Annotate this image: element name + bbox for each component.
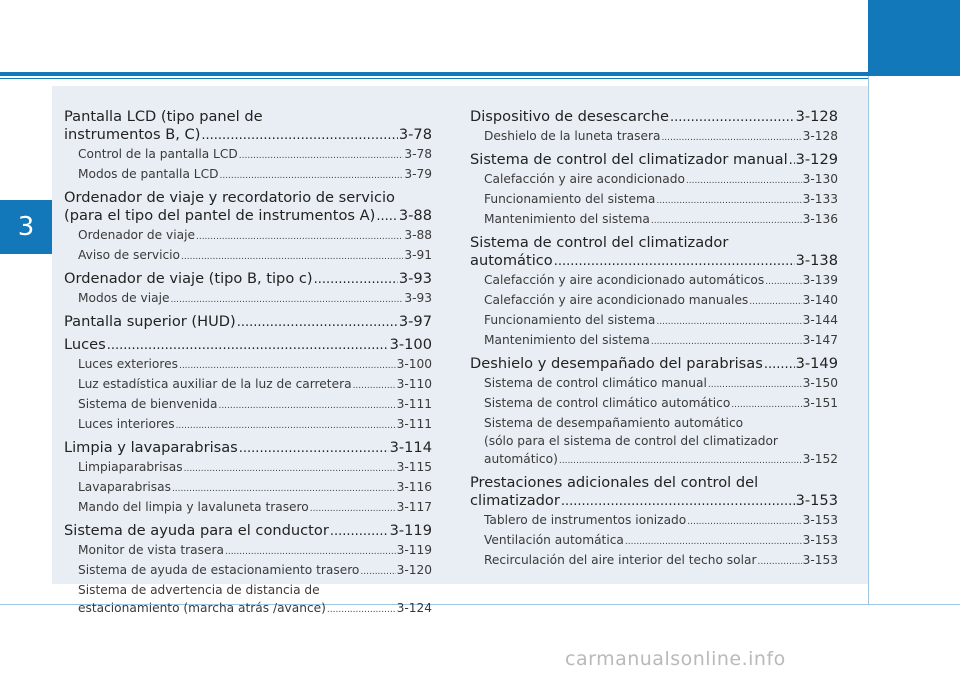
page-number: 3-150 xyxy=(802,376,838,390)
toc-subentry-title: Calefacción y aire acondicionado xyxy=(484,172,685,186)
toc-heading-title: instrumentos B, C) xyxy=(64,126,201,143)
page-number: 3-136 xyxy=(802,212,838,226)
toc-subentry-title: estacionamiento (marcha atrás /avance) xyxy=(78,601,326,615)
toc-subentry-title: automático) xyxy=(484,452,558,466)
toc-subentry[interactable] xyxy=(64,246,432,266)
page-number: 3-120 xyxy=(396,563,432,577)
dot-leader xyxy=(686,170,802,190)
dot-leader xyxy=(172,478,396,498)
page-number: 3-153 xyxy=(802,553,838,567)
toc-column-right xyxy=(470,108,838,571)
page-number: 3-144 xyxy=(802,313,838,327)
page-number: 3-93 xyxy=(398,270,432,287)
page-number: 3-151 xyxy=(802,396,838,410)
toc-subentry-title: Sistema de advertencia de distancia de xyxy=(78,583,320,597)
dot-leader xyxy=(554,252,795,271)
toc-subentry[interactable] xyxy=(64,165,432,185)
toc-subentry[interactable] xyxy=(64,145,432,165)
page-number: 3-139 xyxy=(802,273,838,287)
toc-subentry[interactable] xyxy=(64,226,432,246)
page-number: 3-147 xyxy=(802,333,838,347)
toc-subentry[interactable] xyxy=(470,291,838,311)
toc-heading-title: Ordenador de viaje y recordatorio de servicio xyxy=(64,189,395,206)
toc-subentry[interactable] xyxy=(470,531,838,551)
toc-subentry[interactable] xyxy=(64,581,432,619)
dot-leader xyxy=(327,599,396,619)
toc-heading-title: Deshielo y desempañado del parabrisas xyxy=(470,355,763,372)
toc-subentry-title: Ventilación automática xyxy=(484,533,624,547)
toc-heading[interactable] xyxy=(64,522,432,541)
dot-leader xyxy=(625,531,802,551)
toc-heading[interactable] xyxy=(470,355,838,374)
dot-leader xyxy=(731,394,801,414)
dot-leader xyxy=(176,415,396,435)
toc-heading[interactable] xyxy=(470,474,838,511)
toc-subentry[interactable] xyxy=(64,541,432,561)
toc-subentry[interactable] xyxy=(470,311,838,331)
dot-leader xyxy=(757,551,801,571)
toc-subentry-title: Tablero de instrumentos ionizado xyxy=(484,513,687,527)
dot-leader xyxy=(376,207,398,226)
dot-leader xyxy=(561,492,795,511)
header-rule xyxy=(0,72,868,76)
page-number: 3-78 xyxy=(398,126,432,143)
toc-subentry-title: Limpiaparabrisas xyxy=(78,460,183,474)
toc-subentry-title: Sistema de ayuda de estacionamiento trasero xyxy=(78,563,360,577)
dot-leader xyxy=(708,374,802,394)
dot-leader xyxy=(687,511,801,531)
toc-subentry-title: Control de la pantalla LCD xyxy=(78,147,238,161)
toc-subentry[interactable] xyxy=(470,271,838,291)
toc-subentry[interactable] xyxy=(470,127,838,147)
dot-leader xyxy=(219,165,403,185)
toc-heading-title: Sistema de ayuda para el conductor xyxy=(64,522,329,539)
page-number: 3-153 xyxy=(795,492,838,509)
toc-subentry-title: Ordenador de viaje xyxy=(78,228,195,242)
page-number: 3-111 xyxy=(396,417,432,431)
page-number: 3-115 xyxy=(396,460,432,474)
toc-heading-title: (para el tipo del pantel de instrumentos A) xyxy=(64,207,376,224)
toc-subentry-title: Mantenimiento del sistema xyxy=(484,333,650,347)
dot-leader xyxy=(559,450,802,470)
dot-leader xyxy=(218,395,395,415)
toc-subentry-title: Funcionamiento del sistema xyxy=(484,313,656,327)
toc-heading-title: climatizador xyxy=(470,492,560,509)
toc-subentry[interactable] xyxy=(64,375,432,395)
toc-heading-title: Pantalla superior (HUD) xyxy=(64,313,236,330)
page-number: 3-78 xyxy=(404,147,432,161)
toc-subentry-title: Calefacción y aire acondicionado manuales xyxy=(484,293,749,307)
page-number: 3-153 xyxy=(802,513,838,527)
dot-leader xyxy=(360,561,395,581)
toc-heading[interactable] xyxy=(64,313,432,332)
page-number: 3-130 xyxy=(802,172,838,186)
toc-subentry-title: Monitor de vista trasera xyxy=(78,543,224,557)
page-number: 3-93 xyxy=(404,291,432,305)
toc-subentry-title: Modos de pantalla LCD xyxy=(78,167,219,181)
dot-leader xyxy=(661,127,801,147)
toc-subentry[interactable] xyxy=(64,561,432,581)
chapter-tab xyxy=(868,0,960,76)
toc-subentry[interactable] xyxy=(470,511,838,531)
toc-heading[interactable] xyxy=(64,439,432,458)
dot-leader xyxy=(764,355,795,374)
page-number: 3-100 xyxy=(389,336,432,353)
toc-heading[interactable] xyxy=(64,108,432,145)
chapter-number-badge: 3 xyxy=(0,200,52,254)
toc-heading-title: Dispositivo de desescarche xyxy=(470,108,669,125)
toc-subentry-title: (sólo para el sistema de control del climatizador xyxy=(484,434,778,448)
dot-leader xyxy=(179,355,396,375)
dot-leader xyxy=(170,289,403,309)
header-rule-thin xyxy=(0,78,868,79)
toc-heading[interactable] xyxy=(64,189,432,226)
toc-column-left xyxy=(64,108,432,619)
toc-subentry-title: Aviso de servicio xyxy=(78,248,181,262)
dot-leader xyxy=(353,375,396,395)
toc-heading[interactable] xyxy=(470,151,838,170)
toc-subentry[interactable] xyxy=(470,551,838,571)
toc-subentry-title: Mantenimiento del sistema xyxy=(484,212,650,226)
page-number: 3-100 xyxy=(396,357,432,371)
dot-leader xyxy=(330,522,389,541)
toc-subentry-title: Deshielo de la luneta trasera xyxy=(484,129,661,143)
dot-leader xyxy=(225,541,396,561)
toc-heading-title: Sistema de control del climatizador manual xyxy=(470,151,788,168)
page-number: 3-128 xyxy=(795,108,838,125)
dot-leader xyxy=(651,210,802,230)
page-number: 3-88 xyxy=(404,228,432,242)
page-number: 3-91 xyxy=(404,248,432,262)
toc-subentry[interactable] xyxy=(64,415,432,435)
toc-heading[interactable] xyxy=(470,108,838,127)
toc-subentry[interactable] xyxy=(64,289,432,309)
dot-leader xyxy=(789,151,795,170)
toc-subentry-title: Funcionamiento del sistema xyxy=(484,192,656,206)
toc-heading[interactable] xyxy=(64,336,432,355)
page-number: 3-129 xyxy=(795,151,839,168)
toc-heading-title: Prestaciones adicionales del control del xyxy=(470,474,759,491)
toc-subentry[interactable] xyxy=(470,190,838,210)
dot-leader xyxy=(237,313,398,332)
toc-subentry-title: Sistema de control climático automático xyxy=(484,396,731,410)
toc-heading-title: Luces xyxy=(64,336,106,353)
dot-leader xyxy=(651,331,802,351)
toc-subentry-title: Lavaparabrisas xyxy=(78,480,171,494)
dot-leader xyxy=(314,270,398,289)
dot-leader xyxy=(239,439,389,458)
dot-leader xyxy=(656,311,801,331)
dot-leader xyxy=(201,126,397,145)
toc-heading[interactable] xyxy=(64,270,432,289)
toc-subentry[interactable] xyxy=(64,355,432,375)
dot-leader xyxy=(107,336,389,355)
page-number: 3-116 xyxy=(396,480,432,494)
page-number: 3-152 xyxy=(802,452,838,466)
toc-heading-title: automático xyxy=(470,252,553,269)
toc-subentry-title: Luces exteriores xyxy=(78,357,178,371)
toc-subentry[interactable] xyxy=(64,498,432,518)
page-number: 3-119 xyxy=(389,522,432,539)
page-number: 3-153 xyxy=(802,533,838,547)
watermark: carmanualsonline.info xyxy=(565,648,786,670)
page-number: 3-79 xyxy=(404,167,432,181)
dot-leader xyxy=(749,291,801,311)
toc-heading-title: Sistema de control del climatizador xyxy=(470,234,729,251)
toc-subentry[interactable] xyxy=(470,394,838,414)
toc-subentry-title: Sistema de control climático manual xyxy=(484,376,707,390)
dot-leader xyxy=(765,271,801,291)
page-number: 3-88 xyxy=(398,207,432,224)
dot-leader xyxy=(656,190,801,210)
dot-leader xyxy=(670,108,795,127)
page-number: 3-117 xyxy=(396,500,432,514)
page-number: 3-114 xyxy=(389,439,432,456)
toc-subentry[interactable] xyxy=(470,331,838,351)
toc-subentry-title: Luz estadística auxiliar de la luz de carretera xyxy=(78,377,352,391)
dot-leader xyxy=(239,145,404,165)
toc-subentry-title: Recirculación del aire interior del techo solar xyxy=(484,553,757,567)
page-number: 3-119 xyxy=(396,543,432,557)
dot-leader xyxy=(196,226,403,246)
toc-subentry-title: Sistema de bienvenida xyxy=(78,397,218,411)
toc-subentry[interactable] xyxy=(64,478,432,498)
toc-subentry-title: Modos de viaje xyxy=(78,291,170,305)
toc-subentry[interactable] xyxy=(470,414,838,470)
toc-subentry[interactable] xyxy=(64,395,432,415)
toc-subentry-title: Sistema de desempañamiento automático xyxy=(484,416,744,430)
toc-heading-title: Pantalla LCD (tipo panel de xyxy=(64,108,263,125)
toc-subentry[interactable] xyxy=(470,374,838,394)
toc-heading-title: Ordenador de viaje (tipo B, tipo c) xyxy=(64,270,313,287)
toc-subentry-title: Luces interiores xyxy=(78,417,175,431)
toc-heading[interactable] xyxy=(470,234,838,271)
page-number: 3-124 xyxy=(396,601,432,615)
page-number: 3-140 xyxy=(802,293,838,307)
page-number: 3-133 xyxy=(802,192,838,206)
right-margin-line xyxy=(868,76,869,604)
page-number: 3-111 xyxy=(396,397,432,411)
toc-subentry[interactable] xyxy=(64,458,432,478)
toc-subentry[interactable] xyxy=(470,210,838,230)
toc-subentry[interactable] xyxy=(470,170,838,190)
dot-leader xyxy=(181,246,403,266)
toc-subentry-title: Calefacción y aire acondicionado automáticos xyxy=(484,273,765,287)
dot-leader xyxy=(184,458,396,478)
dot-leader xyxy=(310,498,396,518)
page-number: 3-138 xyxy=(795,252,838,269)
toc-heading-title: Limpia y lavaparabrisas xyxy=(64,439,238,456)
page-number: 3-128 xyxy=(802,129,838,143)
page-number: 3-110 xyxy=(396,377,432,391)
page-number: 3-149 xyxy=(795,355,838,372)
toc-subentry-title: Mando del limpia y lavaluneta trasero xyxy=(78,500,309,514)
page-number: 3-97 xyxy=(398,313,432,330)
